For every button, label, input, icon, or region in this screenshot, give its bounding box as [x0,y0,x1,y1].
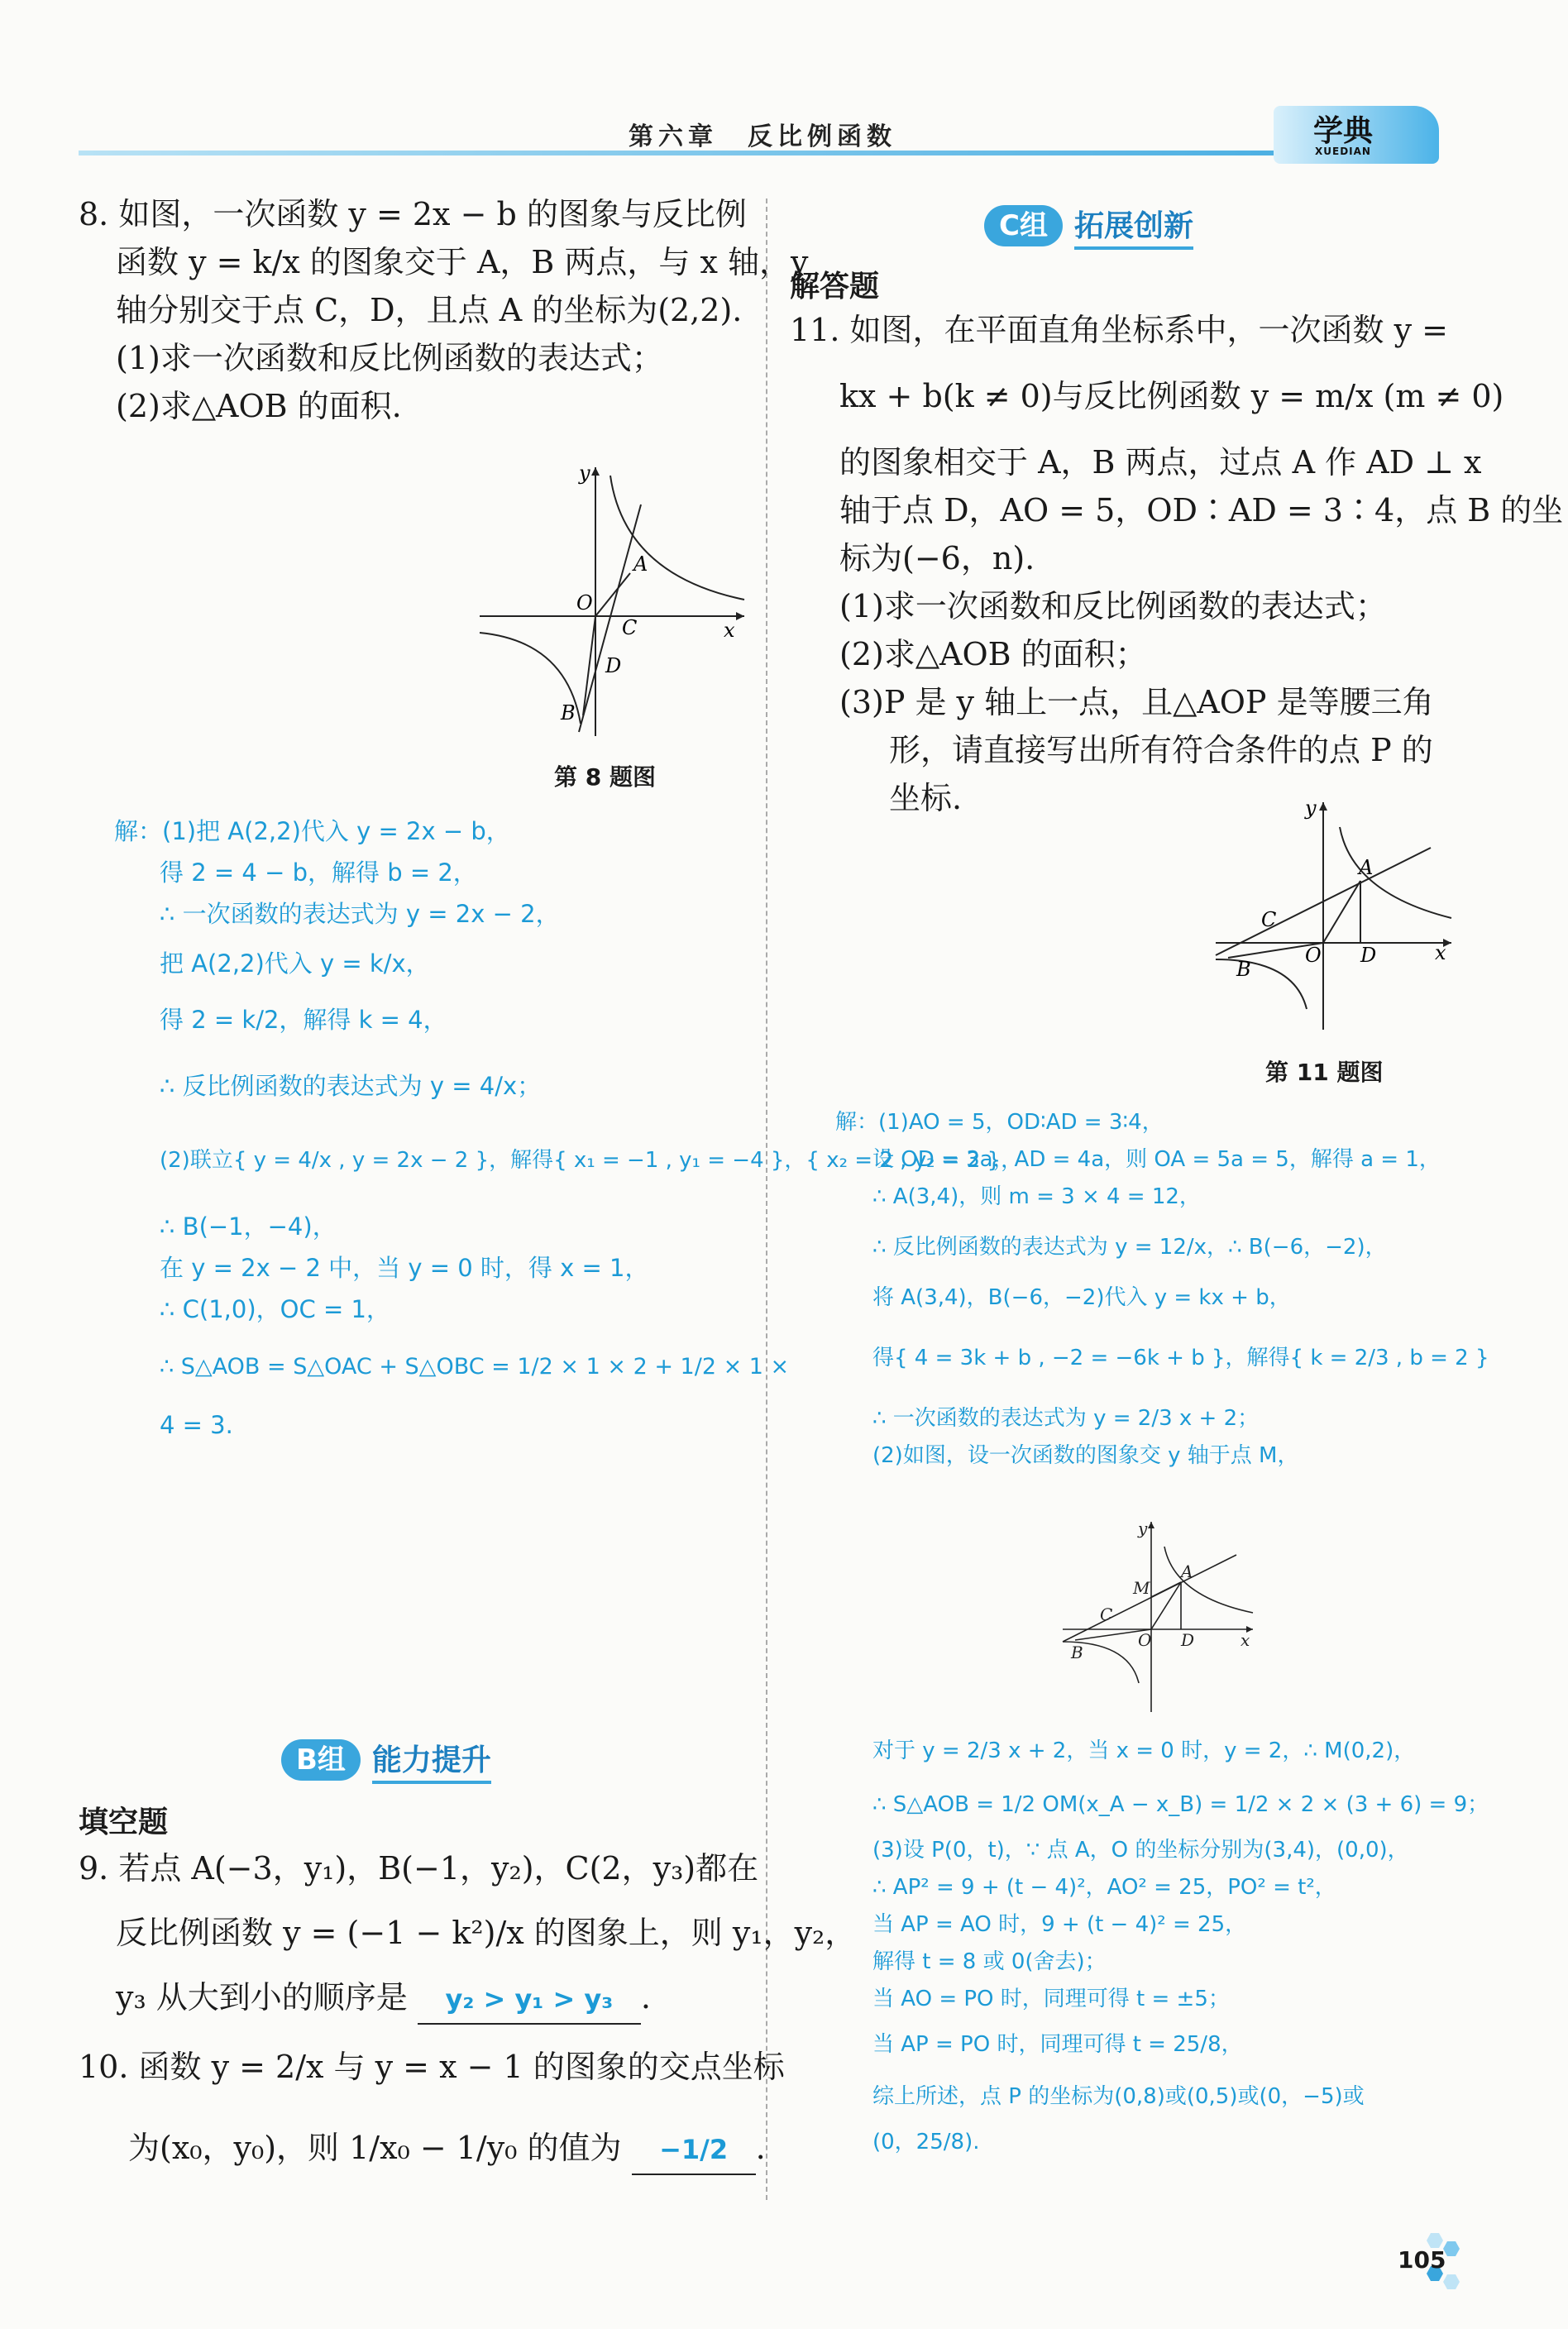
sol11-line: (3)设 P(0，t)，∵ 点 A，O 的坐标分别为(3,4)，(0,0)， [872,1838,1409,1863]
q11-line: 轴于点 D，AO = 5，OD∶AD = 3∶4，点 B 的坐 [839,492,1564,528]
label-C: C [1100,1604,1113,1624]
label-y: y [579,461,590,485]
label-B: B [1236,958,1251,981]
sol8-line: ∴ S△AOB = S△OAC + S△OBC = 1/2 × 1 × 2 + 1/2 × 1 × [160,1354,790,1380]
page-header [0,99,1568,174]
group-b-badge: B组 [281,1739,361,1781]
sol8-line: ∴ 反比例函数的表达式为 y = 4/x； [160,1072,542,1100]
q9-answer-blank: y₂ > y₁ > y₃ [418,1975,641,2025]
group-c-title: 拓展创新 [1074,203,1193,250]
sol8-line: 得 2 = k/2，解得 k = 4， [160,1006,447,1034]
group-c-heading [984,203,1193,249]
label-y: y [1305,796,1317,820]
label-O: O [1305,944,1322,967]
sol8-line: 解：(1)把 A(2,2)代入 y = 2x − b， [114,817,510,845]
question-8 [79,190,809,430]
label-B: B [1071,1643,1083,1662]
label-M: M [1133,1578,1150,1598]
sol11-line: ∴ 反比例函数的表达式为 y = 12/x，∴ B(−6，−2)， [872,1235,1387,1260]
q8-line: (2)求△AOB 的面积. [116,388,402,424]
sol11-line: 综上所述，点 P 的坐标为(0,8)或(0,5)或(0，−5)或 [872,2084,1365,2109]
q11-line: (3)P 是 y 轴上一点，且△AOP 是等腰三角 [839,684,1434,720]
sol11-line: 将 A(3,4)，B(−6，−2)代入 y = kx + b， [872,1285,1291,1310]
label-D: D [1360,944,1377,967]
q11-line: 11. 如图，在平面直角坐标系中，一次函数 y = [790,312,1448,348]
q11-line: kx + b(k ≠ 0)与反比例函数 y = m/x (m ≠ 0) [839,378,1504,414]
q11-line: 形，请直接写出所有符合条件的点 P 的 [889,732,1433,768]
q8-line: 轴分别交于点 C，D，且点 A 的坐标为(2,2). [116,292,743,328]
label-A: A [1359,856,1374,879]
sol11-line: 对于 y = 2/3 x + 2，当 x = 0 时，y = 2，∴ M(0,2)， [872,1738,1416,1763]
q10-line: 10. 函数 y = 2/x 与 y = x − 1 的图象的交点坐标 [79,2049,785,2085]
sol11-line: (2)如图，设一次函数的图象交 y 轴于点 M， [872,1443,1299,1468]
segment-OB [583,616,595,715]
q9-line: y₃ 从大到小的顺序是 y₂ > y₁ > y₃ . [79,1973,757,2025]
label-D: D [605,654,622,677]
label-C: C [622,616,638,639]
logo-en-text: XUEDIAN [1315,146,1371,157]
fill-blank-heading: 填空题 [79,1805,169,1839]
label-C: C [1261,908,1277,931]
logo-cn-text: 学典 [1313,113,1374,148]
label-x: x [1435,941,1446,964]
q8-figure [471,459,753,740]
label-y: y [1138,1518,1148,1538]
q9-line: 9. 若点 A(−3，y₁)，B(−1，y₂)，C(2，y₃)都在 [79,1850,759,1887]
label-O: O [1138,1630,1152,1650]
sol11-figure [1059,1518,1257,1716]
hyperbola-branch-1 [610,476,744,600]
hyperbola-branch-1 [1164,1547,1253,1613]
q8-line: 函数 y = k/x 的图象交于 A，B 两点，与 x 轴，y [116,244,809,280]
segment-OA [1323,881,1360,943]
solution-11-part-a [835,1104,1546,1475]
sol8-line: ∴ 一次函数的表达式为 y = 2x − 2， [160,900,560,928]
q9-line: 反比例函数 y = (−1 − k²)/x 的图象上，则 y₁，y₂， [116,1915,857,1951]
answer-question-heading: 解答题 [790,270,880,304]
chapter-title: 第六章 反比例函数 [629,122,896,151]
label-D: D [1181,1630,1195,1650]
q11-caption: 第 11 题图 [1265,1059,1384,1086]
question-11 [790,306,1564,822]
sol11-line: 当 AO = PO 时，同理可得 t = ±5； [872,1987,1230,2011]
label-O: O [576,591,593,615]
group-b-heading [281,1737,491,1783]
sol8-line: 在 y = 2x − 2 中，当 y = 0 时，得 x = 1， [160,1254,649,1282]
q11-line: (1)求一次函数和反比例函数的表达式； [839,588,1387,624]
q11-line: 坐标. [889,780,963,816]
question-10 [79,2043,785,2175]
group-b-title: 能力提升 [372,1737,491,1784]
q8-line: (1)求一次函数和反比例函数的表达式； [116,340,663,376]
q11-line: 的图象相交于 A，B 两点，过点 A 作 AD ⊥ x [839,444,1482,481]
brand-logo [1274,106,1439,164]
sol11-line: ∴ S△AOB = 1/2 OM(x_A − x_B) = 1/2 × 2 × (3 + 6) = 9； [872,1792,1489,1817]
sol11-line: 当 AP = PO 时，同理可得 t = 25/8， [872,2032,1243,2057]
label-A: A [633,552,648,576]
q10-line: 为(x₀，y₀)，则 1/x₀ − 1/y₀ 的值为 [128,2130,622,2166]
page-number: 105 [1398,2246,1446,2274]
q10-answer-blank: −1/2 [632,2126,756,2175]
sol11-line: ∴ AP² = 9 + (t − 4)²，AO² = 25，PO² = t²， [872,1875,1336,1900]
sol11-line: 解得 t = 8 或 0(舍去)； [872,1949,1107,1974]
sol8-line: 4 = 3. [160,1411,233,1439]
q8-line: 8. 如图，一次函数 y = 2x − b 的图象与反比例 [79,196,747,232]
sol8-line: ∴ C(1,0)，OC = 1， [160,1295,390,1323]
sol8-line: (2)联立{ y = 4/x , y = 2x − 2 }，解得{ x₁ = −1 , y₁ = −4 }，{ x₂ = 2 , y₂ = 2 }， [160,1148,1023,1173]
sol11-line: 解：(1)AO = 5，OD∶AD = 3∶4， [835,1110,1164,1135]
question-9 [79,1844,857,2025]
q8-caption: 第 8 题图 [554,763,656,791]
label-B: B [561,701,576,725]
q11-line: 标为(−6，n). [839,540,1035,576]
hyperbola-branch-1 [1340,827,1451,918]
sol11-line: 设 OD = 3a，AD = 4a，则 OA = 5a = 5，解得 a = 1， [872,1147,1441,1172]
sol8-line: 得 2 = 4 − b，解得 b = 2， [160,858,477,887]
group-c-badge: C组 [984,205,1063,246]
q11-figure [1207,794,1456,1034]
sol11-line: (0，25/8). [872,2130,980,2154]
sol11-line: 当 AP = AO 时，9 + (t − 4)² = 25， [872,1912,1247,1937]
label-A: A [1181,1561,1193,1581]
q9-line: y₃ 从大到小的顺序是 [116,1979,408,2016]
sol8-line: ∴ B(−1，−4)， [160,1212,337,1241]
label-x: x [1241,1630,1250,1650]
sol11-line: ∴ 一次函数的表达式为 y = 2/3 x + 2； [872,1406,1260,1431]
sol8-line: 把 A(2,2)代入 y = k/x， [160,949,430,978]
hyperbola-branch-2 [1216,959,1307,1009]
solution-11-part-b [872,1733,1551,2161]
column-divider [766,198,767,2200]
label-x: x [724,619,735,642]
q10-line: 为(x₀，y₀)，则 1/x₀ − 1/y₀ 的值为 −1/2 . [79,2124,757,2175]
q11-line: (2)求△AOB 的面积； [839,636,1147,672]
sol11-line: 得{ 4 = 3k + b , −2 = −6k + b }，解得{ k = 2/3 , b = 2 } [872,1346,1489,1370]
sol11-line: ∴ A(3,4)，则 m = 3 × 4 = 12， [872,1184,1201,1209]
